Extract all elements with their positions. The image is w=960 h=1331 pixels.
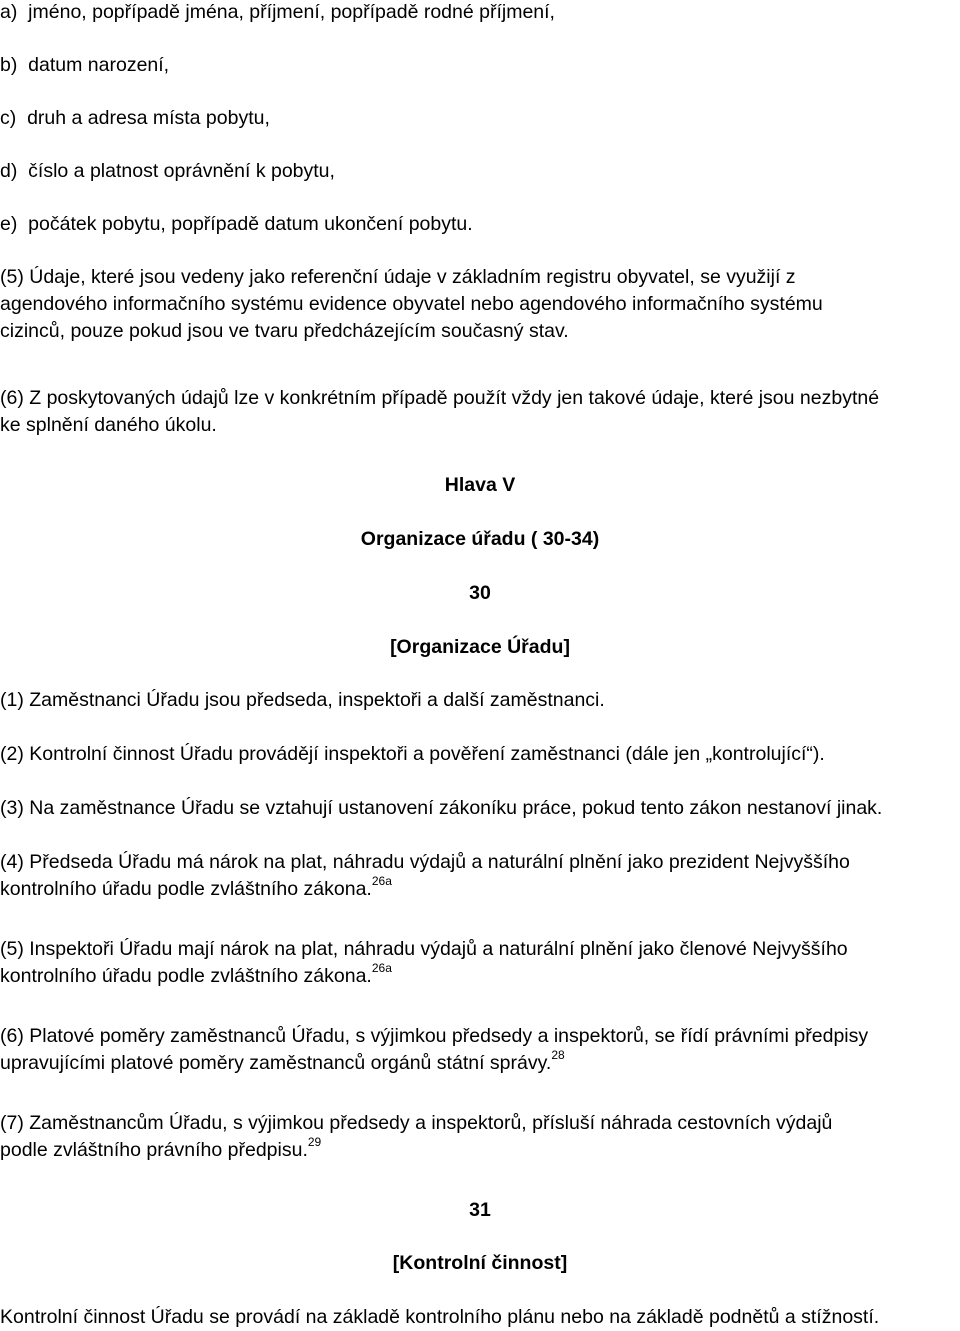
paragraph-line: (6) Z poskytovaných údajů lze v konkrétním případě použít vždy jen takové údaje, které jsou nezbytné	[0, 387, 880, 409]
paragraph-line: ke splnění daného úkolu.	[0, 414, 217, 436]
list-item: c) druh a adresa místa pobytu,	[0, 107, 270, 129]
section-30-paragraph-2: (2) Kontrolní činnost Úřadu provádějí inspektoři a pověření zaměstnanci (dále jen „kontrolující“).	[0, 743, 825, 765]
section-31-paragraph-1: Kontrolní činnost Úřadu se provádí na základě kontrolního plánu nebo na základě podnětů a stížností.	[0, 1306, 880, 1328]
footnote-ref: 26a	[371, 961, 392, 975]
paragraph-line: (4) Předseda Úřadu má nárok na plat, náhradu výdajů a naturální plnění jako prezident Nejvyššího	[0, 851, 850, 873]
section-30-number	[0, 580, 960, 607]
paragraph-line: cizinců, pouze pokud jsou ve tvaru předcházejícím současný stav.	[0, 320, 569, 342]
paragraph-6	[0, 385, 956, 439]
section-30-number-text: 30	[469, 582, 491, 604]
footnote-ref: 29	[307, 1135, 322, 1149]
paragraph-line	[0, 1137, 956, 1164]
section-31-title: [Kontrolní činnost]	[392, 1252, 568, 1274]
paragraph-line	[0, 1050, 956, 1077]
paragraph-line-text: podle zvláštního právního předpisu.	[0, 1139, 308, 1161]
paragraph-line-text: kontrolního úřadu podle zvláštního zákona.	[0, 965, 372, 987]
chapter-title	[0, 526, 960, 553]
paragraph-line	[0, 876, 956, 903]
section-30-paragraph-3: (3) Na zaměstnance Úřadu se vztahují ustanovení zákoníku práce, pokud tento zákon nestanoví jinak.	[0, 797, 883, 819]
paragraph-line: agendového informačního systému evidence obyvatel nebo agendového informačního systému	[0, 293, 823, 315]
paragraph-line: (5) Inspektoři Úřadu mají nárok na plat, náhradu výdajů a naturální plnění jako členové Nejvyššího	[0, 938, 848, 960]
list-item: b) datum narození,	[0, 54, 170, 76]
chapter-heading: Hlava V	[444, 474, 516, 496]
section-30-paragraph-6	[0, 1023, 956, 1077]
list-item: d) číslo a platnost oprávnění k pobytu,	[0, 160, 335, 182]
section-30-title: [Organizace Úřadu]	[390, 636, 570, 658]
section-31-number	[0, 1197, 960, 1224]
footnote-ref: 28	[551, 1048, 565, 1062]
section-30-paragraph-1: (1) Zaměstnanci Úřadu jsou předseda, inspektoři a další zaměstnanci.	[0, 689, 605, 711]
footnote-ref: 26a	[371, 874, 392, 888]
list-item: a) jméno, popřípadě jména, příjmení, popřípadě rodné příjmení,	[0, 1, 555, 23]
section-30-paragraph-4	[0, 849, 956, 903]
paragraph-line: (7) Zaměstnancům Úřadu, s výjimkou předsedy a inspektorů, přísluší náhrada cestovních výdajů	[0, 1112, 833, 1134]
paragraph-line	[0, 963, 956, 990]
chapter-title-text: Organizace úřadu ( 30-34)	[360, 528, 600, 550]
list-item: e) počátek pobytu, popřípadě datum ukončení pobytu.	[0, 213, 473, 235]
paragraph-5	[0, 264, 956, 345]
paragraph-line: (5) Údaje, které jsou vedeny jako referenční údaje v základním registru obyvatel, se využijí z	[0, 266, 796, 288]
section-30-paragraph-7	[0, 1110, 956, 1164]
paragraph-line-text: kontrolního úřadu podle zvláštního zákona.	[0, 878, 372, 900]
section-31-number-text: 31	[469, 1199, 491, 1221]
paragraph-line-text: upravujícími platové poměry zaměstnanců orgánů státní správy.	[0, 1052, 552, 1074]
paragraph-line: (6) Platové poměry zaměstnanců Úřadu, s výjimkou předsedy a inspektorů, se řídí právními předpisy	[0, 1025, 869, 1047]
section-30-paragraph-5	[0, 936, 956, 990]
